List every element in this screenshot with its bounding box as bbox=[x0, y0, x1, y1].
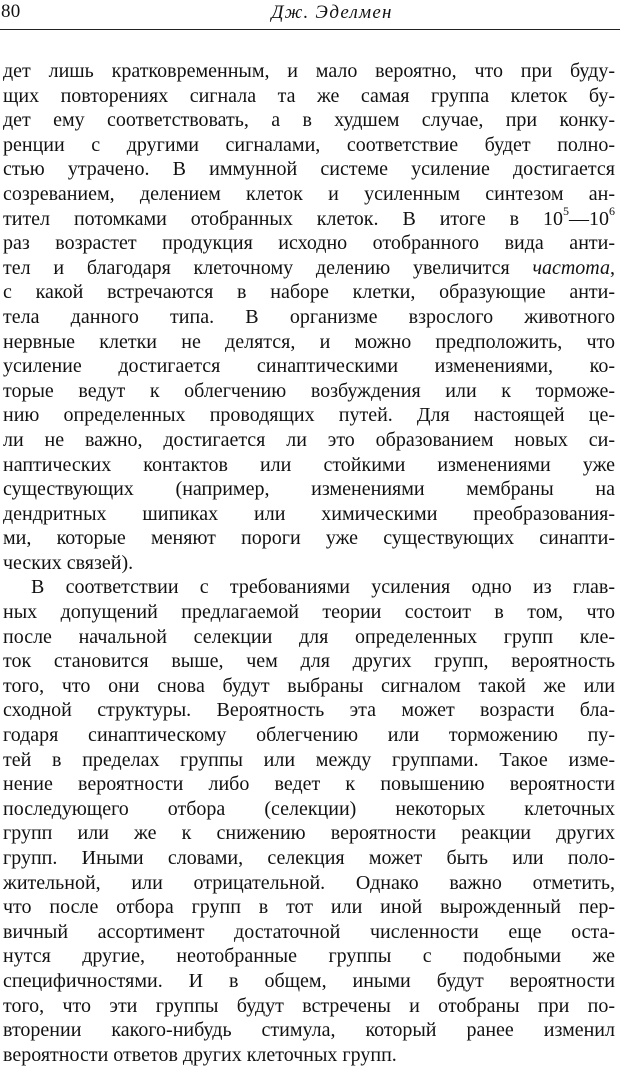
text-line: ток становится выше, чем для других групп, вероятность bbox=[3, 650, 615, 673]
text-line: ческих связей). bbox=[3, 551, 134, 574]
text-line: тел и благодаря клеточному делению увеличится частота, bbox=[3, 256, 615, 279]
text-line: существующих (например, изменениями мембраны на bbox=[3, 478, 615, 501]
paragraph bbox=[3, 59, 615, 575]
text-line: нутся другие, неотобранные группы с подобными же bbox=[3, 945, 615, 968]
text-line: сходной структуры. Вероятность эта может возрасти бла- bbox=[3, 699, 615, 722]
text-line: торые ведут к облегчению возбуждения или к торможе- bbox=[3, 379, 615, 402]
text-line: дендритных шипиках или химическими преобразования- bbox=[3, 502, 615, 525]
text-line: последующего отбора (селекции) некоторых клеточных bbox=[3, 797, 615, 820]
text-line: ми, которые меняют пороги уже существующих синапти- bbox=[3, 527, 615, 550]
page-number: 80 bbox=[1, 1, 21, 22]
text-line: созреванием, делением клеток и усиленным синтезом ан- bbox=[3, 182, 615, 205]
text-line: стью утрачено. В иммунной системе усиление достигается bbox=[3, 158, 615, 181]
running-head: Дж. Эделмен bbox=[271, 2, 393, 23]
text-line: вероятности ответов других клеточных групп. bbox=[3, 1043, 397, 1066]
text-line: тител потомками отобранных клеток. В итоге в $10^5—10^6$ bbox=[3, 203, 615, 230]
text-line: групп или же к снижению вероятности реакции других bbox=[3, 822, 615, 845]
text-line: специфичностями. И в общем, иными будут вероятности bbox=[3, 969, 615, 992]
text-line: годаря синаптическому облегчению или торможению пу- bbox=[3, 724, 615, 747]
text-line: того, что они снова будут выбраны сигналом такой же или bbox=[3, 674, 615, 697]
text-line: ли не важно, достигается ли это образованием новых си- bbox=[3, 428, 615, 451]
text-line: с какой встречаются в наборе клетки, образующие анти- bbox=[3, 281, 615, 304]
text-line: нение вероятности либо ведет к повышению вероятности bbox=[3, 773, 615, 796]
text-line: ных допущений предлагаемой теории состоит в том, что bbox=[3, 601, 615, 624]
text-line: дет ему соответствовать, а в худшем случае, при конку- bbox=[3, 109, 615, 132]
text-line: вичный ассортимент достаточной численности еще оста- bbox=[3, 920, 615, 943]
body-text bbox=[3, 59, 615, 1067]
text-line: тей в пределах группы или между группами. Такое изме- bbox=[3, 748, 615, 771]
text-line: раз возрастет продукция исходно отобранного вида анти- bbox=[3, 232, 615, 255]
text-line: что после отбора групп в тот или иной вырожденный пер- bbox=[3, 896, 615, 919]
text-line: после начальной селекции для определенных групп кле- bbox=[3, 625, 615, 648]
text-line: наптических контактов или стойкими изменениями уже bbox=[3, 453, 615, 476]
page-header bbox=[0, 0, 620, 34]
text-line: жительной, или отрицательной. Однако важно отметить, bbox=[3, 871, 615, 894]
text-line: групп. Иными словами, селекция может быть или поло- bbox=[3, 847, 615, 869]
text-line: тела данного типа. В организме взрослого животного bbox=[3, 305, 615, 328]
text-line: усиление достигается синаптическими изменениями, ко- bbox=[3, 355, 615, 378]
header-rule bbox=[0, 29, 620, 30]
text-line: щих повторениях сигнала та же самая группа клеток бу- bbox=[3, 84, 615, 107]
text-line: дет лишь кратковременным, и мало вероятно, что при буду- bbox=[3, 60, 615, 82]
text-line: ренции с другими сигналами, соответствие будет полно- bbox=[3, 133, 615, 156]
text-line: вторении какого-нибудь стимула, который ранее изменил bbox=[3, 1019, 615, 1042]
text-line: нию определенных проводящих путей. Для настоящей це- bbox=[3, 404, 615, 427]
text-line: того, что эти группы будут встречены и отобраны при по- bbox=[3, 994, 615, 1017]
text-line: В соответствии с требованиями усиления одно из глав- bbox=[31, 576, 615, 599]
text-line: нервные клетки не делятся, и можно предположить, что bbox=[3, 330, 615, 353]
paragraph bbox=[3, 575, 615, 1067]
